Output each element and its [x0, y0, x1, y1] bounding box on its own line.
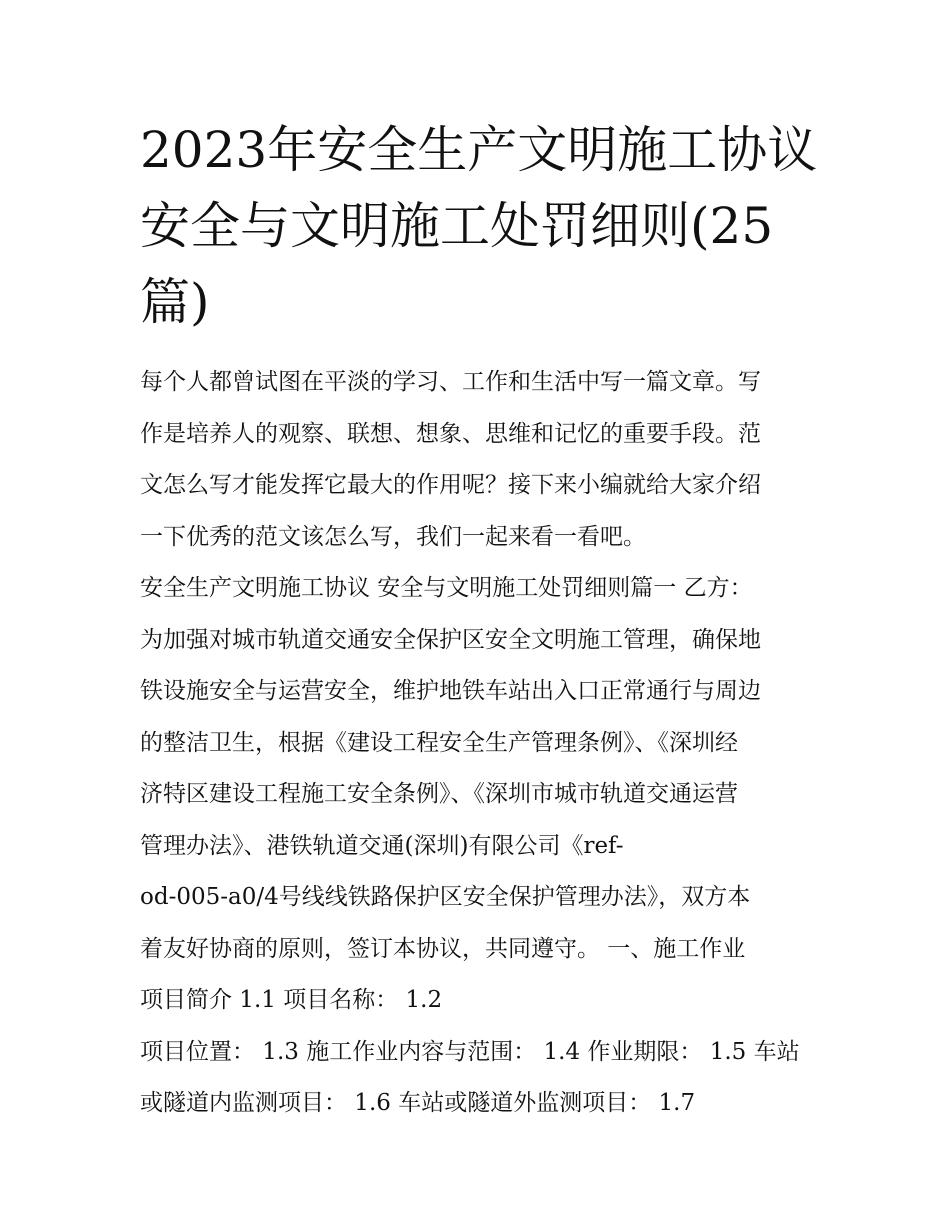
body-line: 着友好协商的原则，签订本协议，共同遵守。 一、施工作业	[140, 935, 746, 962]
title-line-2: 安全与文明施工处罚细则(25	[140, 197, 774, 255]
body-line: od-005-a0/4号线线铁路保护区安全保护管理办法》，双方本	[140, 884, 751, 910]
body-line: 或隧道内监测项目： 1.6 车站或隧道外监测项目： 1.7	[140, 1090, 696, 1116]
body-line: 每个人都曾试图在平淡的学习、工作和生活中写一篇文章。写	[140, 369, 761, 395]
body-line: 项目位置： 1.3 施工作业内容与范围： 1.4 作业期限： 1.5 车站	[140, 1038, 800, 1065]
document-title	[140, 112, 840, 340]
body-line: 铁设施安全与运营安全，维护地铁车站出入口正常通行与周边	[140, 678, 761, 704]
body-line: 管理办法》、港铁轨道交通(深圳)有限公司《ref-	[140, 832, 624, 859]
body-line: 文怎么写才能发挥它最大的作用呢？接下来小编就给大家介绍	[140, 472, 761, 498]
body-line: 作是培养人的观察、联想、想象、思维和记忆的重要手段。范	[140, 420, 761, 447]
body-line: 安全生产文明施工协议 安全与文明施工处罚细则篇一 乙方：	[140, 575, 753, 601]
body-line: 济特区建设工程施工安全条例》、《深圳市城市轨道交通运营	[140, 781, 738, 807]
body-line: 为加强对城市轨道交通安全保护区安全文明施工管理，确保地	[140, 626, 761, 653]
document-body	[140, 357, 820, 1130]
title-line-1: 2023年安全生产文明施工协议	[140, 121, 818, 179]
body-line: 一下优秀的范文该怎么写，我们一起来看一看吧。	[140, 523, 646, 550]
body-line: 的整洁卫生，根据《建设工程安全生产管理条例》、《深圳经	[140, 729, 738, 756]
title-line-3: 篇)	[140, 273, 210, 331]
body-line: 项目简介 1.1 项目名称： 1.2	[140, 987, 443, 1013]
